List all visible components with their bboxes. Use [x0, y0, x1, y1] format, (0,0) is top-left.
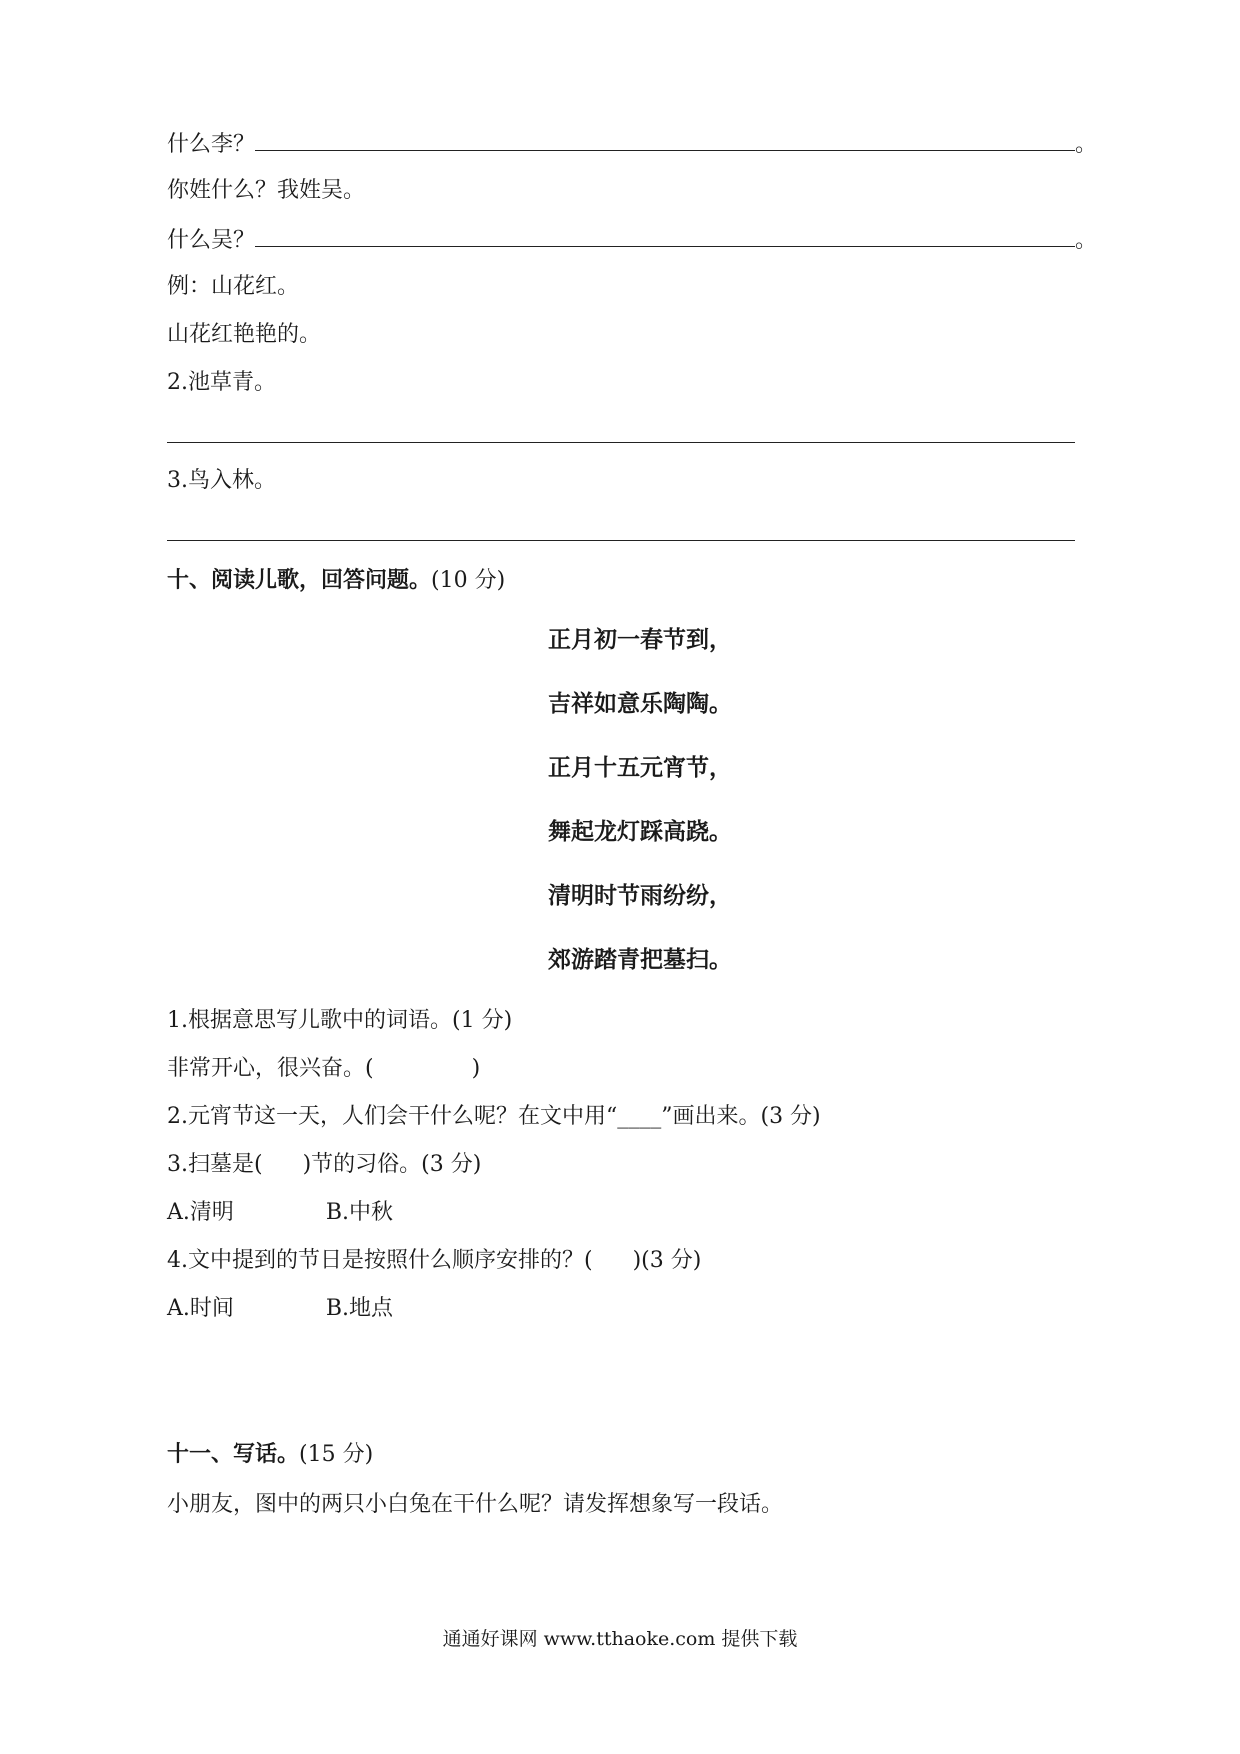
answer-line-wu: 什么吴？ 。 [167, 224, 1097, 256]
question-surname: 你姓什么？我姓吴。 [167, 178, 366, 203]
question-10-2: 2.元宵节这一天，人们会干什么呢？在文中用“____”画出来。(3 分) [167, 1104, 821, 1129]
question-10-3-options [167, 1198, 393, 1228]
writing-prompt: 小朋友，图中的两只小白兔在干什么呢？请发挥想象写一段话。 [167, 1492, 784, 1517]
item-2: 2.池草青。 [167, 370, 276, 395]
answer-line-li: 什么李？ 。 [167, 128, 1097, 160]
poem-line: 正月初一春节到， [548, 627, 732, 653]
section-heading-10: 十、阅读儿歌，回答问题。(10 分) [167, 568, 506, 593]
answer-blank[interactable] [255, 224, 1075, 247]
question-10-1-prompt: 非常开心，很兴奋。( ) [167, 1056, 481, 1081]
question-10-4-options [167, 1294, 393, 1324]
answer-rule-3[interactable] [167, 540, 1075, 541]
option-a[interactable]: A.时间 [167, 1296, 234, 1321]
question-10-3: 3.扫墓是( )节的习俗。(3 分) [167, 1152, 482, 1177]
answer-rule-2[interactable] [167, 442, 1075, 443]
example-answer: 山花红艳艳的。 [167, 322, 322, 347]
poem-line: 吉祥如意乐陶陶。 [548, 691, 732, 717]
page-footer: 通通好课网 www.tthaoke.com 提供下载 [442, 1628, 798, 1650]
question-10-4: 4.文中提到的节日是按照什么顺序安排的？( )(3 分) [167, 1248, 702, 1273]
option-b[interactable]: B.地点 [325, 1296, 394, 1321]
poem-line: 郊游踏青把墓扫。 [548, 947, 732, 973]
section-heading-11: 十一、写话。(15 分) [167, 1442, 374, 1467]
answer-blank[interactable] [255, 128, 1075, 151]
option-b[interactable]: B.中秋 [325, 1200, 394, 1225]
option-a[interactable]: A.清明 [167, 1200, 234, 1225]
poem-line: 清明时节雨纷纷， [548, 883, 732, 909]
poem-line: 正月十五元宵节， [548, 755, 732, 781]
example-label: 例：山花红。 [167, 274, 300, 299]
question-10-1: 1.根据意思写儿歌中的词语。(1 分) [167, 1008, 513, 1033]
poem-line: 舞起龙灯踩高跷。 [548, 819, 732, 845]
item-3: 3.鸟入林。 [167, 468, 276, 493]
